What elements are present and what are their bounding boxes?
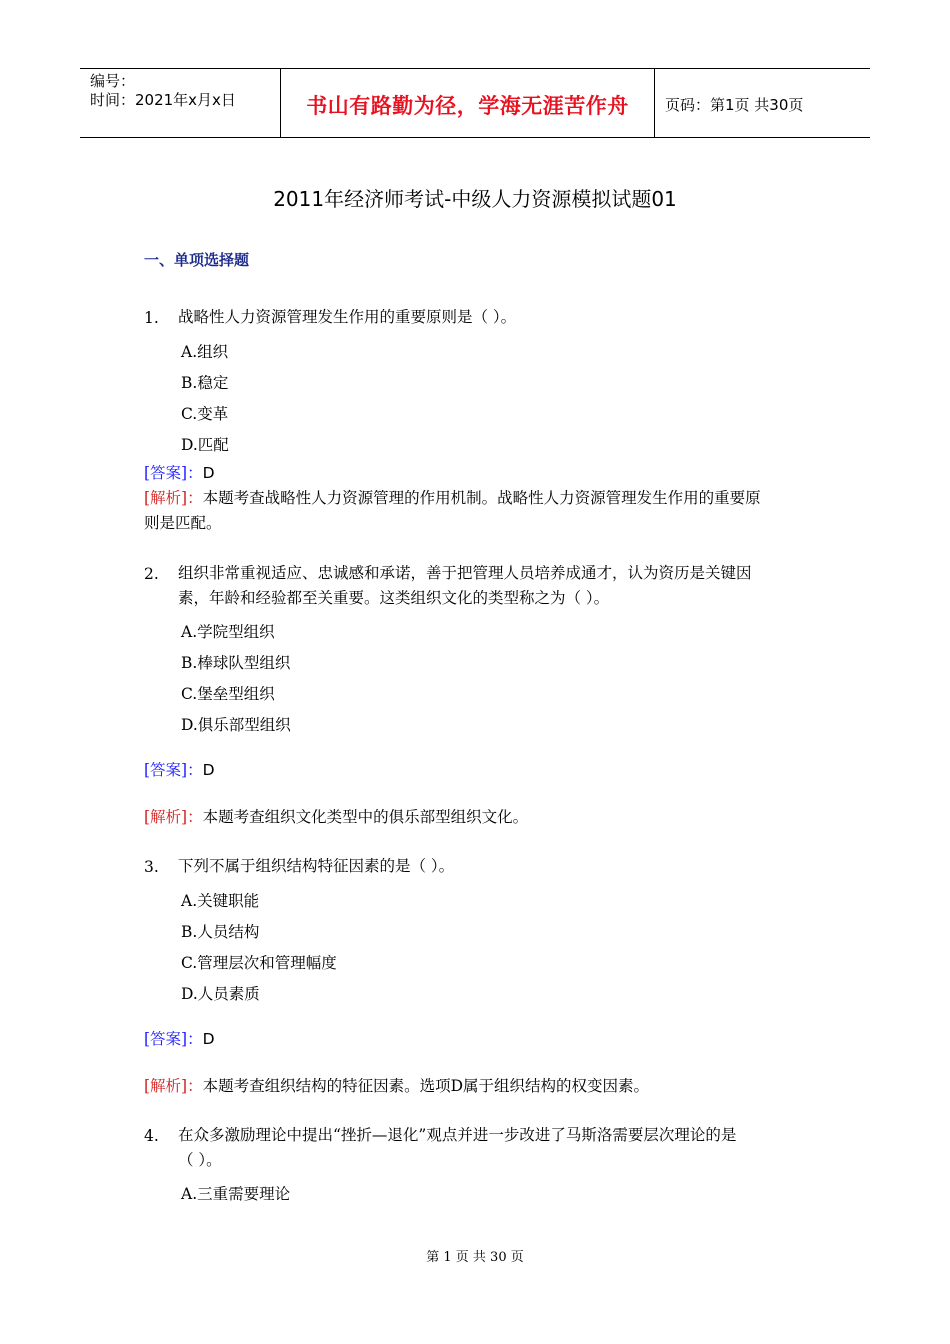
page-header: [80, 68, 870, 138]
serial-label: 编号：: [90, 72, 136, 90]
answer-row: [144, 462, 215, 485]
explain-text-cont: 则是匹配。: [144, 514, 222, 532]
option: A.组织: [181, 343, 229, 361]
explanation: [144, 1075, 649, 1098]
explain-label: [解析]：: [144, 1077, 203, 1095]
option: C.堡垒型组织: [181, 685, 275, 703]
option: B.棒球队型组织: [181, 654, 291, 672]
question-stem-cont: （ ）。: [178, 1151, 222, 1169]
question-stem: 在众多激励理论中提出“挫折—退化”观点并进一步改进了马斯洛需要层次理论的是: [178, 1126, 737, 1144]
explain-text: 本题考查组织结构的特征因素。选项D属于组织结构的权变因素。: [202, 1077, 650, 1095]
question-stem: 下列不属于组织结构特征因素的是（ ）。: [178, 857, 455, 875]
page-footer: 第 1 页 共 30 页: [426, 1250, 524, 1265]
explain-label: [解析]：: [144, 808, 203, 826]
question-stem: 战略性人力资源管理发生作用的重要原则是（ ）。: [178, 308, 517, 326]
explain-text: 本题考查战略性人力资源管理的作用机制。战略性人力资源管理发生作用的重要原: [202, 489, 761, 507]
time-label: 时间：2021年x月x日: [90, 91, 236, 109]
question-number: 1.: [144, 309, 159, 327]
header-meta: [80, 69, 281, 137]
explain-text: 本题考查组织文化类型中的俱乐部型组织文化。: [202, 808, 529, 826]
option: C.管理层次和管理幅度: [181, 954, 337, 972]
answer-value: D: [202, 761, 215, 779]
section-title: 一、单项选择题: [144, 251, 250, 269]
option: D.匹配: [181, 436, 229, 454]
answer-value: D: [202, 1030, 215, 1048]
option: A.学院型组织: [181, 623, 275, 641]
answer-label: [答案]：: [144, 1030, 203, 1048]
option: C.变革: [181, 405, 229, 423]
option: D.俱乐部型组织: [181, 716, 291, 734]
explanation: [144, 806, 528, 829]
header-page-info: 页码：第1页 共30页: [665, 95, 804, 114]
header-motto: 书山有路勤为径，学海无涯苦作舟: [306, 93, 629, 118]
option: B.人员结构: [181, 923, 260, 941]
option: A.关键职能: [181, 892, 260, 910]
option: A.三重需要理论: [181, 1185, 291, 1203]
option: B.稳定: [181, 374, 229, 392]
answer-row: [144, 759, 215, 782]
question-number: 2.: [144, 565, 159, 583]
explanation: [144, 487, 824, 510]
header-motto-cell: [281, 69, 655, 137]
answer-label: [答案]：: [144, 464, 203, 482]
option: D.人员素质: [181, 985, 260, 1003]
question-stem-cont: 素，年龄和经验都至关重要。这类组织文化的类型称之为（ ）。: [178, 589, 610, 607]
document-title: 2011年经济师考试-中级人力资源模拟试题01: [273, 187, 677, 211]
answer-label: [答案]：: [144, 761, 203, 779]
explain-label: [解析]：: [144, 489, 203, 507]
question-number: 3.: [144, 858, 159, 876]
question-stem: 组织非常重视适应、忠诚感和承诺，善于把管理人员培养成通才，认为资历是关键因: [178, 564, 752, 582]
answer-row: [144, 1028, 215, 1051]
answer-value: D: [202, 464, 215, 482]
question-number: 4.: [144, 1127, 159, 1145]
